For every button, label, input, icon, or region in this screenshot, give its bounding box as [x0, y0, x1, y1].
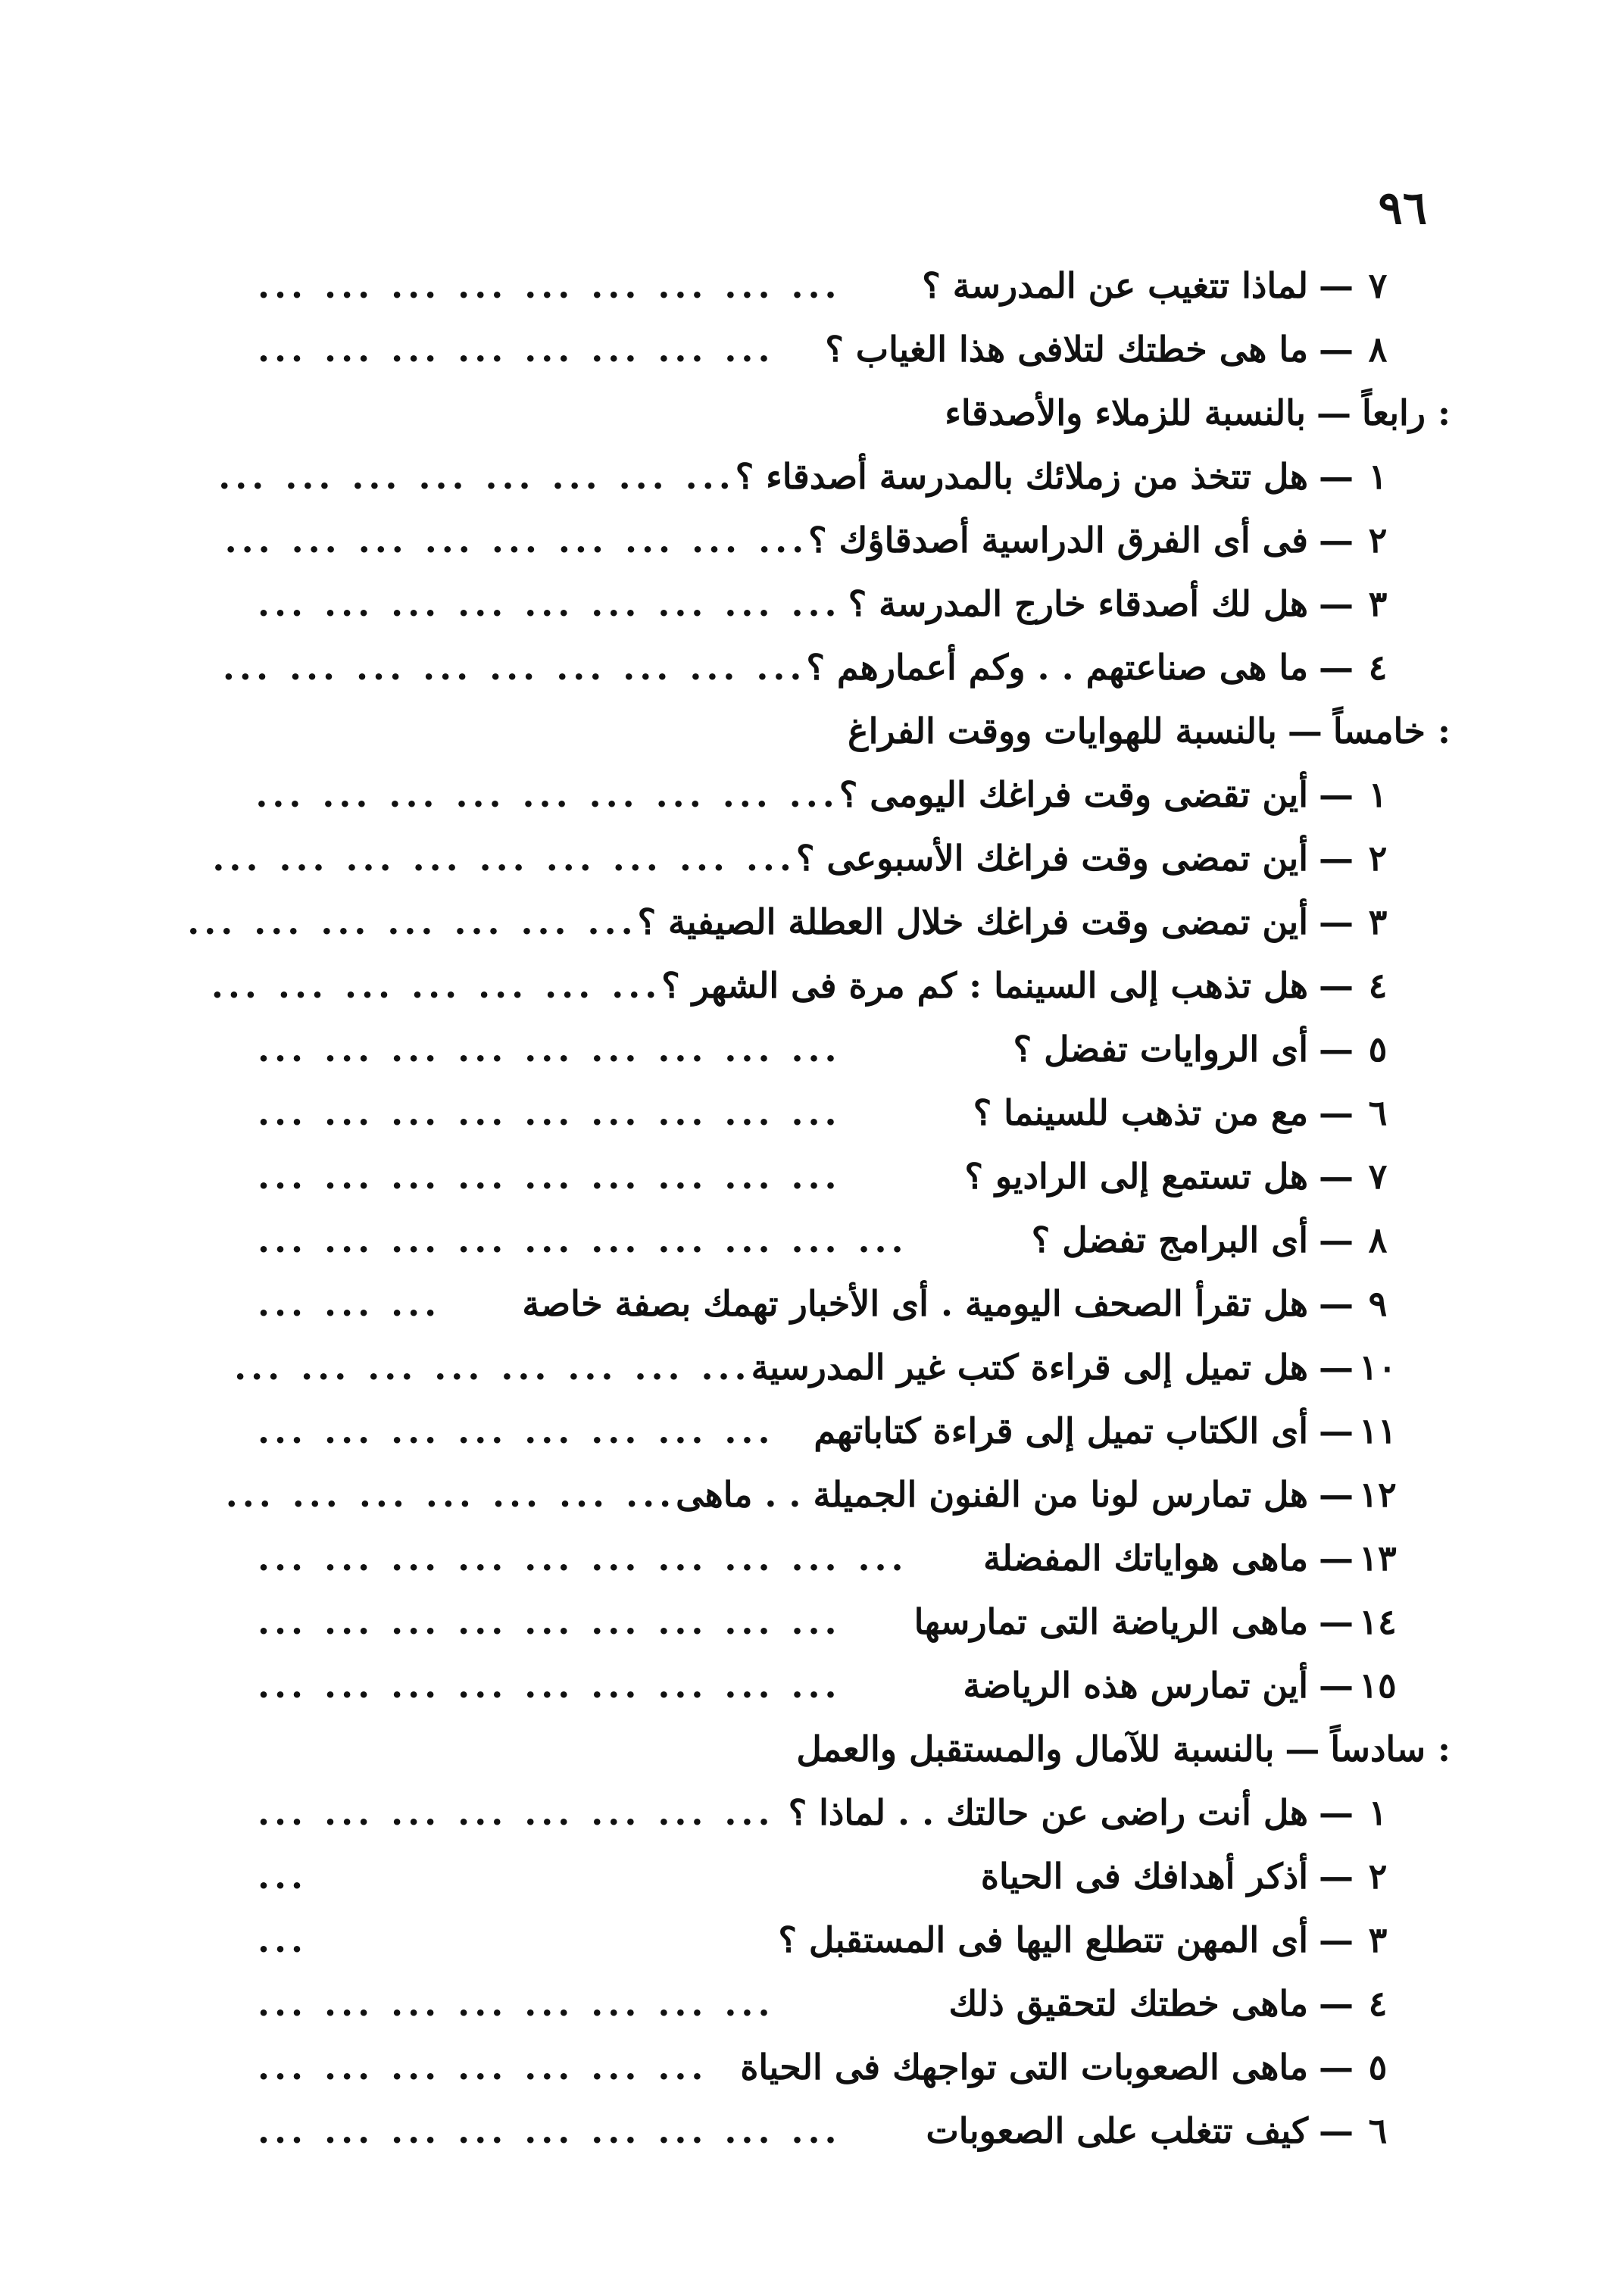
- question-number: ١٤: [1359, 1601, 1397, 1642]
- answer-dots: ... ... ... ... ... ... ... ... ...: [258, 583, 842, 624]
- question-number: ١٣: [1359, 1538, 1397, 1578]
- question-line: [258, 1144, 1398, 1208]
- answer-dots: ... ... ... ... ... ... ...: [187, 901, 638, 942]
- question-text: ما هى صناعتهم . . وكم أعمارهم ؟: [806, 647, 1308, 688]
- section-title: بالنسبة للهوايات ووقت الفراغ: [848, 710, 1277, 751]
- dash-separator: —: [1319, 965, 1354, 1006]
- section-heading-6: [258, 1717, 1451, 1781]
- question-line: [225, 1463, 1398, 1526]
- question-number: ١١: [1359, 1410, 1397, 1451]
- answer-dots: ... ... ... ... ... ... ... ... ... ...: [258, 1219, 908, 1260]
- question-number: ١: [1368, 456, 1388, 497]
- question-line: [258, 1590, 1398, 1653]
- dash-separator: —: [1319, 1983, 1354, 2024]
- question-number: ١: [1368, 1792, 1388, 1833]
- dash-separator: —: [1316, 392, 1351, 433]
- answer-dots: ... ... ... ... ... ... ... ... ...: [212, 838, 796, 879]
- dash-separator: —: [1319, 1029, 1354, 1069]
- question-text: ما هى خطتك لتلافى هذا الغياب ؟: [825, 329, 1308, 370]
- question-text: أين تمضى وقت فراغك الأسبوعى ؟: [795, 838, 1308, 879]
- question-line: [258, 1908, 1398, 1972]
- dash-separator: —: [1319, 1919, 1354, 1960]
- question-line: [218, 445, 1398, 508]
- question-text: أين تمارس هذه الرياضة: [963, 1665, 1308, 1706]
- question-text: هل تتخذ من زملائك بالمدرسة أصدقاء ؟: [735, 456, 1308, 497]
- question-text: هل تقرأ الصحف اليومية . أى الأخبار تهمك بصفة خاصة: [522, 1283, 1308, 1324]
- dash-separator: —: [1319, 2110, 1354, 2151]
- question-text: هل أنت راضى عن حالتك . . لماذا ؟: [788, 1792, 1308, 1833]
- answer-dots: ... ... ... ... ... ... ... ... ...: [258, 1156, 842, 1197]
- question-number: ٢: [1368, 838, 1388, 879]
- question-line: [258, 1399, 1398, 1463]
- question-line: [258, 254, 1398, 317]
- question-number: ١٢: [1359, 1474, 1397, 1515]
- answer-dots: ... ... ... ... ... ... ... ... ...: [258, 2110, 842, 2151]
- question-text: أى الروايات تفضل ؟: [1013, 1029, 1308, 1069]
- answer-dots: ... ... ... ... ... ... ...: [258, 2047, 708, 2087]
- section-label: سادساً :: [1330, 1728, 1451, 1769]
- answer-dots: ... ... ... ... ... ... ... ... ...: [224, 520, 809, 561]
- question-number: ١٥: [1359, 1665, 1397, 1706]
- dash-separator: —: [1285, 1728, 1320, 1769]
- answer-dots: ... ... ... ... ... ... ...: [211, 965, 662, 1006]
- question-text: هل لك أصدقاء خارج المدرسة ؟: [848, 583, 1308, 624]
- answer-dots: ... ... ... ... ... ... ... ...: [218, 456, 735, 497]
- question-line: [224, 508, 1398, 572]
- dash-separator: —: [1319, 456, 1354, 497]
- question-number: ٢: [1368, 520, 1388, 561]
- section-heading-5: [258, 699, 1451, 763]
- answer-dots: ...: [258, 1856, 308, 1897]
- question-number: ٨: [1368, 329, 1388, 370]
- question-text: هل تستمع إلى الراديو ؟: [964, 1156, 1308, 1197]
- question-number: ١٠: [1359, 1347, 1397, 1388]
- question-number: ٤: [1368, 647, 1388, 688]
- question-number: ٥: [1368, 2047, 1388, 2087]
- dash-separator: —: [1319, 1792, 1354, 1833]
- question-line: [258, 1017, 1398, 1081]
- question-number: ٣: [1368, 1919, 1388, 1960]
- answer-dots: ... ... ... ... ... ... ... ...: [258, 1983, 775, 2024]
- question-text: أى الكتاب تميل إلى قراءة كتاباتهم: [814, 1410, 1308, 1451]
- dash-separator: —: [1319, 1156, 1354, 1197]
- answer-dots: ... ... ... ... ... ... ... ... ... ...: [258, 1538, 908, 1578]
- question-text: ماهى الرياضة التى تمارسها: [914, 1601, 1308, 1642]
- answer-dots: ... ... ... ... ... ... ... ... ...: [258, 1092, 842, 1133]
- question-text: كيف تتغلب على الصعوبات: [926, 2110, 1308, 2151]
- dash-separator: —: [1319, 2047, 1354, 2087]
- question-number: ٥: [1368, 1029, 1388, 1069]
- dash-separator: —: [1319, 1347, 1354, 1388]
- dash-separator: —: [1319, 647, 1354, 688]
- answer-dots: ... ... ... ... ... ... ... ...: [234, 1347, 751, 1388]
- question-text: أين تمضى وقت فراغك خلال العطلة الصيفية ؟: [637, 901, 1308, 942]
- question-text: هل تمارس لونا من الفنون الجميلة . . ماهى: [676, 1474, 1308, 1515]
- question-line: [187, 890, 1398, 954]
- question-line: [258, 1972, 1398, 2035]
- section-label: خامساً :: [1332, 710, 1451, 751]
- answer-dots: ... ... ... ... ... ... ... ... ...: [222, 647, 807, 688]
- question-number: ٧: [1368, 265, 1388, 306]
- question-line: [258, 1272, 1398, 1335]
- question-number: ٩: [1368, 1283, 1388, 1324]
- question-line: [258, 2099, 1398, 2162]
- question-number: ٤: [1368, 1983, 1388, 2024]
- question-text: ماهى الصعوبات التى تواجهك فى الحياة: [740, 2047, 1308, 2087]
- question-number: ٢: [1368, 1856, 1388, 1897]
- page-number: ٩٦: [1378, 182, 1427, 235]
- dash-separator: —: [1319, 901, 1354, 942]
- dash-separator: —: [1287, 710, 1323, 751]
- question-text: أذكر أهدافك فى الحياة: [980, 1856, 1308, 1897]
- dash-separator: —: [1319, 1283, 1354, 1324]
- question-text: ماهى خطتك لتحقيق ذلك: [948, 1983, 1308, 2024]
- dash-separator: —: [1319, 520, 1354, 561]
- dash-separator: —: [1319, 1219, 1354, 1260]
- question-text: لماذا تتغيب عن المدرسة ؟: [922, 265, 1308, 306]
- question-number: ٨: [1368, 1219, 1388, 1260]
- question-text: مع من تذهب للسينما ؟: [973, 1092, 1308, 1133]
- dash-separator: —: [1319, 329, 1354, 370]
- question-line: [234, 1335, 1398, 1399]
- question-text: أين تقضى وقت فراغك اليومى ؟: [839, 774, 1308, 815]
- question-text: ماهى هواياتك المفضلة: [983, 1538, 1308, 1578]
- questionnaire-content: [187, 254, 1451, 2162]
- answer-dots: ... ... ... ... ... ... ... ...: [258, 329, 775, 370]
- question-line: [258, 1081, 1398, 1144]
- question-number: ٦: [1368, 2110, 1388, 2151]
- answer-dots: ... ... ... ... ... ... ... ...: [258, 1792, 775, 1833]
- answer-dots: ... ... ...: [258, 1283, 442, 1324]
- question-line: [258, 1653, 1398, 1717]
- question-text: فى أى الفرق الدراسية أصدقاؤك ؟: [808, 520, 1308, 561]
- dash-separator: —: [1319, 583, 1354, 624]
- question-line: [255, 763, 1398, 826]
- question-line: [258, 1526, 1398, 1590]
- question-line: [258, 1781, 1398, 1844]
- question-number: ٤: [1368, 965, 1388, 1006]
- section-title: بالنسبة للآمال والمستقبل والعمل: [796, 1728, 1275, 1769]
- question-line: [258, 572, 1398, 635]
- answer-dots: ... ... ... ... ... ... ... ...: [258, 1410, 775, 1451]
- dash-separator: —: [1319, 1665, 1354, 1706]
- question-text: هل تذهب إلى السينما : كم مرة فى الشهر ؟: [661, 965, 1308, 1006]
- dash-separator: —: [1319, 1601, 1354, 1642]
- question-number: ٧: [1368, 1156, 1388, 1197]
- question-line: [258, 2035, 1398, 2099]
- question-line: [211, 954, 1398, 1017]
- section-heading-4: [258, 381, 1451, 445]
- question-line: [222, 635, 1398, 699]
- answer-dots: ... ... ... ... ... ... ...: [225, 1474, 676, 1515]
- question-number: ١: [1368, 774, 1388, 815]
- answer-dots: ... ... ... ... ... ... ... ... ...: [258, 1665, 842, 1706]
- answer-dots: ... ... ... ... ... ... ... ... ...: [258, 1029, 842, 1069]
- dash-separator: —: [1319, 1538, 1354, 1578]
- dash-separator: —: [1319, 838, 1354, 879]
- question-number: ٦: [1368, 1092, 1388, 1133]
- dash-separator: —: [1319, 265, 1354, 306]
- dash-separator: —: [1319, 1092, 1354, 1133]
- question-line: [258, 1844, 1398, 1908]
- question-line: [258, 317, 1398, 381]
- question-number: ٣: [1368, 583, 1388, 624]
- answer-dots: ...: [258, 1919, 308, 1960]
- answer-dots: ... ... ... ... ... ... ... ... ...: [258, 1601, 842, 1642]
- section-label: رابعاً :: [1361, 392, 1451, 433]
- question-text: أى البرامج تفضل ؟: [1031, 1219, 1308, 1260]
- question-line: [258, 1208, 1398, 1272]
- answer-dots: ... ... ... ... ... ... ... ... ...: [258, 265, 842, 306]
- answer-dots: ... ... ... ... ... ... ... ... ...: [255, 774, 839, 815]
- dash-separator: —: [1319, 1474, 1354, 1515]
- dash-separator: —: [1319, 774, 1354, 815]
- question-text: هل تميل إلى قراءة كتب غير المدرسية: [751, 1347, 1308, 1388]
- section-title: بالنسبة للزملاء والأصدقاء: [945, 392, 1306, 433]
- question-number: ٣: [1368, 901, 1388, 942]
- question-text: أى المهن تتطلع اليها فى المستقبل ؟: [778, 1919, 1308, 1960]
- dash-separator: —: [1319, 1856, 1354, 1897]
- dash-separator: —: [1319, 1410, 1354, 1451]
- question-line: [212, 826, 1398, 890]
